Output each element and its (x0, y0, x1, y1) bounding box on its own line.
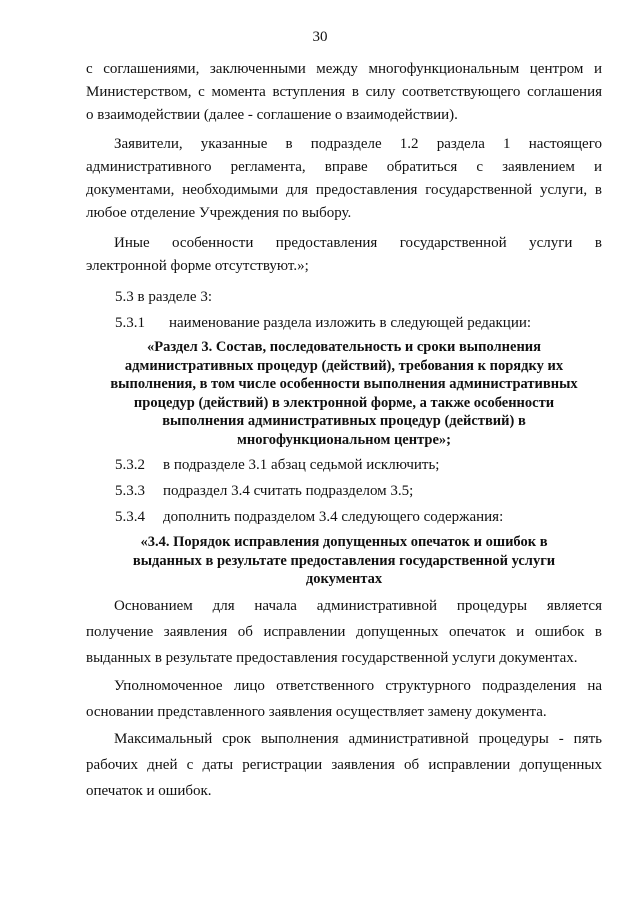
section-3-heading (86, 338, 602, 449)
heading-line: многофункциональном центре»; (237, 431, 451, 448)
item-number: 5.3.4 (115, 509, 145, 525)
text-line: Основанием для начала административной процедуры является (114, 598, 602, 614)
text-line: получение заявления об исправлении допущенных опечаток и ошибок в (86, 624, 602, 640)
text-line: опечаток и ошибок. (86, 783, 212, 799)
text-line: выданных в результате предоставления государственной услуги документах. (86, 650, 578, 666)
heading-line: «3.4. Порядок исправления допущенных опечаток и ошибок в (140, 534, 548, 550)
text-line: с соглашениями, заключенными между многофункциональным центром и (86, 61, 602, 77)
paragraph-authorized-person (86, 673, 602, 725)
text-line: Максимальный срок выполнения административной процедуры - пять (114, 731, 602, 747)
text-line: рабочих дней с даты регистрации заявления об исправлении допущенных (86, 757, 602, 773)
item-number: 5.3.3 (115, 483, 145, 499)
text-line: Заявители, указанные в подразделе 1.2 раздела 1 настоящего (114, 136, 602, 152)
heading-line: выданных в результате предоставления государственной услуги (132, 552, 556, 569)
item-5-3-1 (115, 313, 531, 333)
text-line: документами, необходимыми для предоставления государственной услуги, в (86, 182, 602, 198)
heading-line: документах (305, 571, 383, 587)
heading-line: выполнения, в том числе особенности выполнения административных (110, 376, 578, 392)
paragraph-electronic-form (86, 232, 602, 278)
paragraph-grounds (86, 593, 602, 671)
text-line: Министерством, с момента вступления в силу соответствующего соглашения (86, 84, 602, 100)
item-5-3-4 (115, 507, 503, 527)
item-text: дополнить подразделом 3.4 следующего содержания: (163, 509, 504, 525)
subsection-3-4-heading (86, 533, 602, 589)
text-line: о взаимодействии (далее - соглашение о взаимодействии). (86, 107, 458, 123)
text-line: электронной форме отсутствуют.»; (86, 258, 309, 274)
text-line: Иные особенности предоставления государственной услуги в (114, 235, 602, 251)
heading-line: «Раздел 3. Состав, последовательность и сроки выполнения (146, 339, 541, 355)
heading-line: выполнения административных процедур (действий) в (162, 413, 526, 429)
item-number: 5.3.1 (115, 315, 145, 331)
text-line: Уполномоченное лицо ответственного структурного подразделения на (114, 678, 602, 694)
item-5-3-3 (115, 481, 413, 501)
text-line: основании представленного заявления осуществляет замену документа. (86, 704, 547, 720)
item-5-3: 5.3 в разделе 3: (115, 289, 212, 305)
paragraph-max-duration (86, 726, 602, 804)
page-number: 30 (312, 29, 328, 45)
heading-line: процедур (действий) в электронной форме, а также особенности (133, 394, 555, 411)
item-5-3-2 (115, 455, 439, 475)
heading-line: административных процедур (действий), требования к порядку их (124, 357, 564, 374)
paragraph-continuation (86, 58, 602, 127)
text-line: любое отделение Учреждения по выбору. (86, 205, 352, 221)
item-number: 5.3.2 (115, 457, 145, 473)
paragraph-applicants (86, 133, 602, 225)
item-text: подраздел 3.4 считать подразделом 3.5; (163, 483, 414, 499)
text-line: административного регламента, вправе обратиться с заявлением и (86, 159, 602, 175)
item-text: в подразделе 3.1 абзац седьмой исключить; (163, 457, 440, 473)
item-text: наименование раздела изложить в следующей редакции: (169, 315, 532, 331)
